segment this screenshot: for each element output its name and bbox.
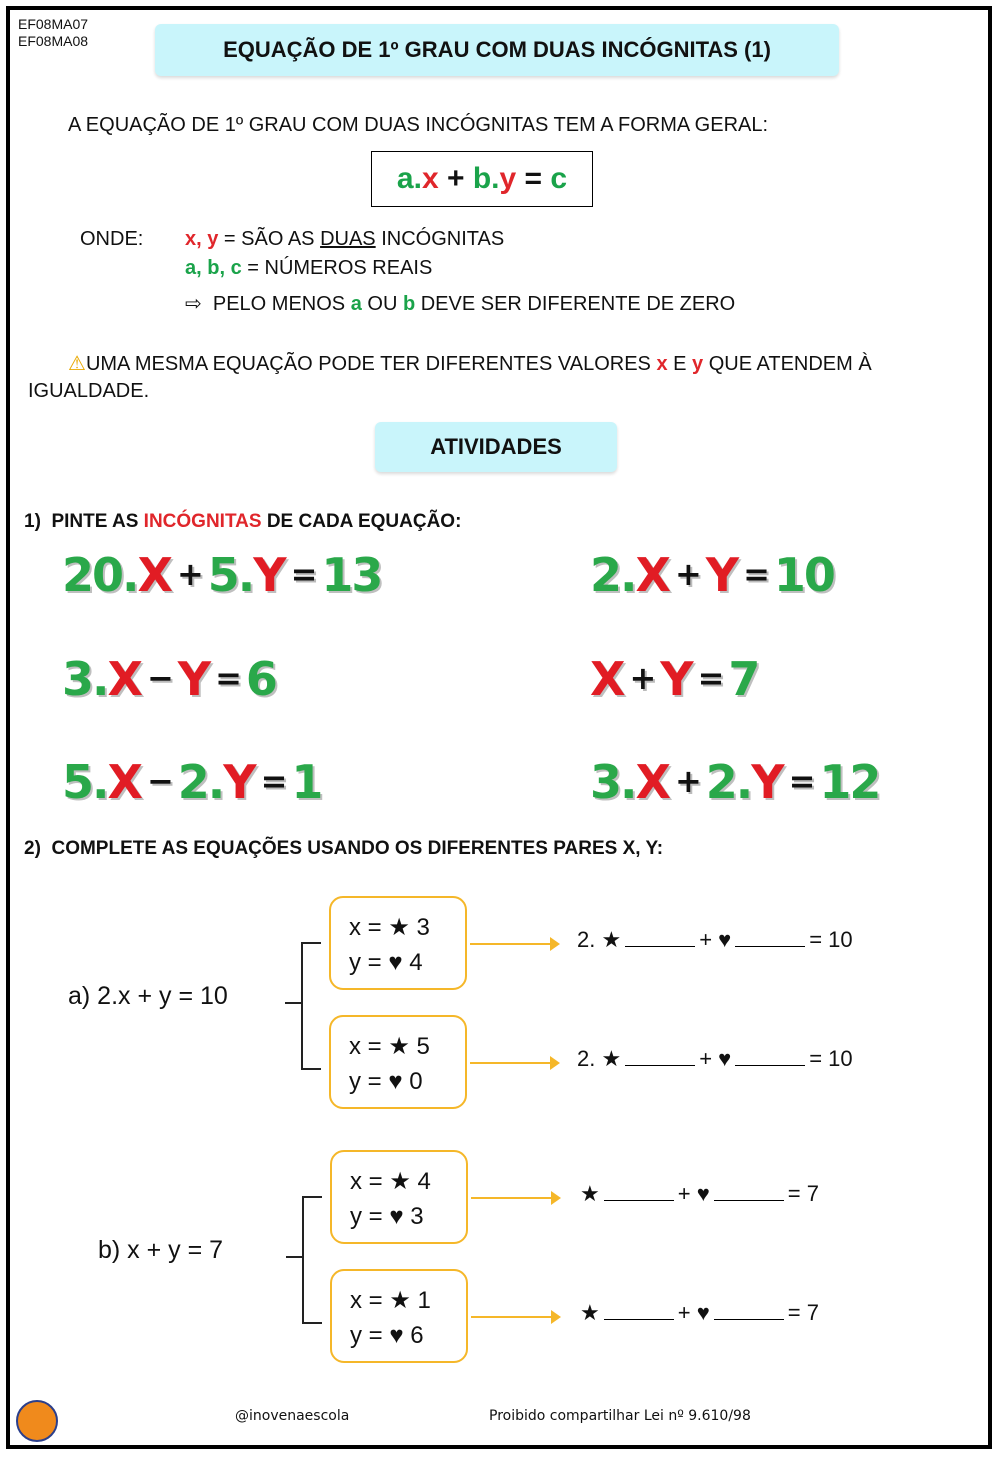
skill-code: EF08MA08 <box>18 33 89 49</box>
answer-blank[interactable] <box>625 946 695 947</box>
text: E <box>667 353 693 375</box>
operator-symbol: = <box>697 659 723 697</box>
number: 13 <box>321 548 382 602</box>
onde-line-unknowns <box>185 228 504 251</box>
pair-y: y = ♥ 3 <box>350 1203 424 1230</box>
fill-equation <box>577 1046 853 1072</box>
arrow-right-icon <box>470 943 558 945</box>
pair-box <box>329 896 467 990</box>
unknown-variable[interactable]: X <box>107 755 141 809</box>
fill-middle: + ♥ <box>677 1181 710 1206</box>
equation-1 <box>62 548 381 602</box>
formula-dot: . <box>491 162 500 195</box>
pair-x: x = ★ 4 <box>350 1168 431 1195</box>
fill-prefix: ★ <box>580 1181 600 1206</box>
formula-y: y <box>499 162 517 195</box>
formula-dot: . <box>413 162 422 195</box>
fill-prefix: 2. ★ <box>577 1046 622 1071</box>
number: 1 <box>291 755 322 809</box>
operator-symbol: − <box>146 659 172 697</box>
warning-icon: ⚠ <box>68 353 86 375</box>
operator-symbol: = <box>743 555 768 593</box>
pair-y: y = ♥ 6 <box>350 1322 424 1349</box>
unknown-variable[interactable]: X <box>635 548 669 602</box>
fill-equation <box>580 1181 819 1207</box>
answer-blank[interactable] <box>735 1065 805 1066</box>
answer-blank[interactable] <box>604 1319 674 1320</box>
equation-3 <box>62 652 276 706</box>
answer-blank[interactable] <box>625 1065 695 1066</box>
brace-a <box>301 942 321 1070</box>
skill-codes <box>18 16 88 50</box>
answer-blank[interactable] <box>714 1319 784 1320</box>
fill-middle: + ♥ <box>677 1300 710 1325</box>
pair-box <box>329 1015 467 1109</box>
activities-title: ATIVIDADES <box>375 422 617 472</box>
unknown-variable[interactable]: X <box>137 548 171 602</box>
pair-x: x = ★ 5 <box>349 1033 430 1060</box>
number: 2. <box>705 755 752 809</box>
operator-symbol: + <box>629 659 655 697</box>
unknown-variable[interactable]: X <box>590 652 624 706</box>
operator-symbol: = <box>290 555 316 593</box>
pair-x: x = ★ 3 <box>349 914 430 941</box>
fill-end: = 7 <box>787 1300 819 1325</box>
unknown-variable[interactable]: Y <box>223 755 255 809</box>
formula-x: x <box>421 162 439 195</box>
answer-blank[interactable] <box>714 1200 784 1201</box>
number: 3. <box>62 652 108 706</box>
formula-a: a <box>396 162 414 195</box>
unknown-variable[interactable]: X <box>107 652 141 706</box>
unknown-variable[interactable]: Y <box>253 548 285 602</box>
arrow-icon: ⇨ <box>185 293 202 315</box>
operator-symbol: = <box>260 762 286 800</box>
underlined-text: DUAS <box>320 228 376 250</box>
answer-blank[interactable] <box>604 1200 674 1201</box>
fill-prefix: 2. ★ <box>577 927 622 952</box>
equation-4 <box>590 652 758 706</box>
arrow-right-icon <box>471 1316 559 1318</box>
pair-x: x = ★ 1 <box>350 1287 431 1314</box>
logo-icon <box>16 1400 58 1442</box>
onde-line-reals <box>185 257 432 280</box>
fill-middle: + ♥ <box>699 1046 732 1071</box>
number: 10 <box>773 548 834 602</box>
fill-equation <box>577 927 853 953</box>
arrow-right-icon <box>470 1062 558 1064</box>
equation-5 <box>62 755 321 809</box>
onde-line-nonzero <box>185 291 735 316</box>
footer-notice: Proibido compartilhar Lei nº 9.610/98 <box>489 1408 751 1424</box>
general-formula <box>371 151 593 207</box>
var-y: y <box>692 353 704 375</box>
operator-symbol: = <box>788 762 814 800</box>
question-1 <box>24 511 461 533</box>
var-a: a <box>350 293 362 315</box>
operator-symbol: + <box>674 762 700 800</box>
equation-6 <box>590 755 879 809</box>
text: DEVE SER DIFERENTE DE ZERO <box>415 293 736 315</box>
arrow-right-icon <box>471 1197 559 1199</box>
text: UMA MESMA EQUAÇÃO PODE TER DIFERENTES VALORES <box>85 353 657 375</box>
text: QUE ATENDEM À <box>703 353 872 375</box>
equation-2 <box>590 548 834 602</box>
text: DE CADA EQUAÇÃO: <box>261 511 462 532</box>
number: 7 <box>728 652 759 706</box>
operator-symbol: + <box>674 555 700 593</box>
pair-box <box>330 1269 468 1363</box>
number: 2. <box>177 755 224 809</box>
question-2 <box>24 838 663 860</box>
text: COMPLETE AS EQUAÇÕES USANDO OS DIFERENTES PARES X, Y: <box>51 838 664 859</box>
operator-symbol: − <box>146 762 172 800</box>
unknown-variable[interactable]: Y <box>751 755 783 809</box>
number: 12 <box>819 755 880 809</box>
answer-blank[interactable] <box>735 946 805 947</box>
warning-line <box>68 351 872 376</box>
number: 6 <box>245 652 276 706</box>
footer-handle: @inovenaescola <box>235 1408 350 1424</box>
equation-a-label: a) 2.x + y = 10 <box>68 982 228 1010</box>
onde-label: ONDE: <box>80 228 144 250</box>
brace-tip <box>286 1256 303 1258</box>
fill-end: = 10 <box>809 927 853 952</box>
text: PINTE AS <box>51 511 144 532</box>
fill-end: = 10 <box>809 1046 853 1071</box>
unknown-variable[interactable]: Y <box>660 652 692 706</box>
skill-code: EF08MA07 <box>18 16 89 32</box>
pair-y: y = ♥ 0 <box>349 1068 423 1095</box>
vars-abc: a, b, c <box>185 257 242 279</box>
text: PELO MENOS <box>201 293 351 315</box>
number: 20. <box>62 548 138 602</box>
highlight-text: INCÓGNITAS <box>143 511 262 532</box>
var-x: x <box>656 353 668 375</box>
text: INCÓGNITAS <box>375 228 505 250</box>
pair-y: y = ♥ 4 <box>349 949 423 976</box>
unknown-variable[interactable]: X <box>635 755 669 809</box>
formula-c: c <box>550 162 568 195</box>
operator-symbol: = <box>215 659 240 697</box>
fill-middle: + ♥ <box>699 927 732 952</box>
number: 5. <box>207 548 254 602</box>
pair-box <box>330 1150 468 1244</box>
unknown-variable[interactable]: Y <box>705 548 738 602</box>
operator-symbol: + <box>176 555 202 593</box>
var-b: b <box>402 293 416 315</box>
fill-prefix: ★ <box>580 1300 600 1325</box>
fill-equation <box>580 1300 819 1326</box>
vars-xy: x, y <box>185 228 219 250</box>
page-border <box>6 6 992 1449</box>
number: 5. <box>62 755 108 809</box>
warning-line-2: IGUALDADE. <box>28 380 150 402</box>
brace-b <box>302 1196 322 1324</box>
text: = NÚMEROS REAIS <box>241 257 433 279</box>
fill-end: = 7 <box>787 1181 819 1206</box>
question-number: 1) <box>24 511 41 532</box>
question-number: 2) <box>24 838 41 859</box>
intro-text: A EQUAÇÃO DE 1º GRAU COM DUAS INCÓGNITAS TEM A FORMA GERAL: <box>68 114 769 136</box>
formula-equals: = <box>516 162 551 195</box>
unknown-variable[interactable]: Y <box>177 652 210 706</box>
formula-b: b <box>472 162 492 195</box>
text: = SÃO AS <box>218 228 321 250</box>
number: 2. <box>590 548 636 602</box>
brace-tip <box>285 1002 302 1004</box>
page-title: EQUAÇÃO DE 1º GRAU COM DUAS INCÓGNITAS (1) <box>155 24 839 76</box>
formula-plus: + <box>438 162 473 195</box>
number: 3. <box>590 755 636 809</box>
equation-b-label: b) x + y = 7 <box>98 1236 224 1264</box>
text: OU <box>361 293 403 315</box>
